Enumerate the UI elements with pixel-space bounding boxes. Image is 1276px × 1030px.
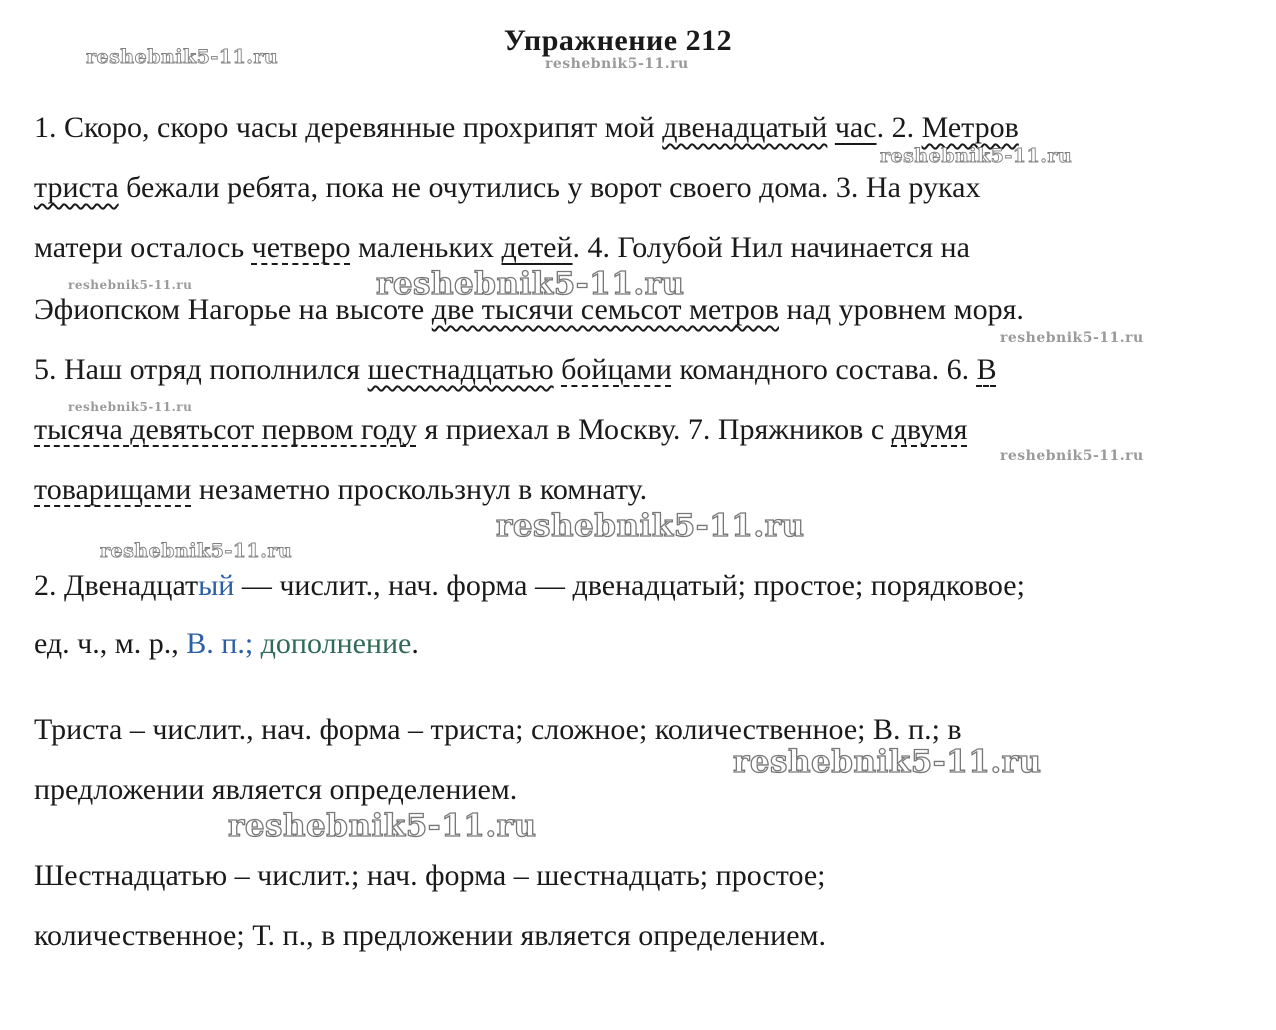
watermark: reshebnik5-11.ru xyxy=(68,278,193,292)
text-segment: ый xyxy=(198,569,235,602)
text-segment: командного состава. 6. xyxy=(671,353,977,386)
text-segment: я приехал в Москву. 7. Пряжников с xyxy=(416,413,892,446)
watermark: reshebnik5-11.ru xyxy=(68,400,193,414)
underlined-word: Метров xyxy=(921,111,1019,144)
text-segment: ед. ч., м. р., xyxy=(34,627,187,660)
underlined-word: тысяча девятьсот первом году xyxy=(34,413,417,446)
underlined-word: две тысячи семьсот метров xyxy=(431,293,779,326)
analysis-3-line-2: количественное; Т. п., в предложении является определением. xyxy=(34,919,826,952)
analysis-1-line-2 xyxy=(34,626,419,662)
text-segment: 5. Наш отряд пополнился xyxy=(34,353,368,386)
text-segment: . xyxy=(411,627,419,660)
watermark: reshebnik5-11.ru xyxy=(86,46,279,68)
text-segment: незаметно проскользнул в комнату. xyxy=(191,473,648,506)
exercise-title: Упражнение 212 xyxy=(503,24,733,57)
underlined-word: детей xyxy=(501,231,573,264)
sentence-line-5 xyxy=(34,352,997,388)
sentence-line-1 xyxy=(34,110,1019,146)
underlined-word: В xyxy=(976,353,997,386)
watermark: reshebnik5-11.ru xyxy=(100,540,293,562)
text-segment xyxy=(253,627,261,660)
watermark: reshebnik5-11.ru xyxy=(880,145,1073,167)
underlined-word: двенадцатый xyxy=(662,111,828,144)
watermark: reshebnik5-11.ru xyxy=(733,744,1042,780)
text-segment: . 4. Голубой Нил начинается на xyxy=(572,231,970,264)
text-segment: маленьких xyxy=(350,231,502,264)
text-segment: — числит., нач. форма — двенадцатый; простое; порядковое; xyxy=(234,569,1025,602)
analysis-3-line-1: Шестнадцатью – числит.; нач. форма – шестнадцать; простое; xyxy=(34,859,826,892)
watermark: reshebnik5-11.ru xyxy=(496,508,805,544)
analysis-1-line-1 xyxy=(34,568,1025,604)
text-segment xyxy=(827,111,835,144)
text-segment: бежали ребята, пока не очутились у ворот своего дома. 3. На руках xyxy=(118,171,981,204)
analysis-2-line-1: Триста – числит., нач. форма – триста; сложное; количественное; В. п.; в xyxy=(34,713,962,746)
underlined-word: товарищами xyxy=(34,473,192,506)
watermark: reshebnik5-11.ru xyxy=(376,266,685,302)
underlined-word: триста xyxy=(34,171,119,204)
text-segment: над уровнем моря. xyxy=(778,293,1024,326)
sentence-line-6 xyxy=(34,412,967,448)
text-segment: дополнение xyxy=(260,627,412,660)
text-segment: В. п.; xyxy=(186,627,254,660)
sentence-line-2 xyxy=(34,170,980,206)
sentence-line-3 xyxy=(34,230,970,266)
watermark: reshebnik5-11.ru xyxy=(545,56,689,72)
watermark: reshebnik5-11.ru xyxy=(1000,330,1144,346)
underlined-word: час xyxy=(834,111,877,144)
text-segment: Эфиопском Нагорье на высоте xyxy=(34,293,432,326)
underlined-word: четверо xyxy=(251,231,351,264)
watermark: reshebnik5-11.ru xyxy=(228,808,537,844)
text-segment: 1. Скоро, скоро часы деревянные прохрипят мой xyxy=(34,111,663,144)
underlined-word: бойцами xyxy=(561,353,672,386)
underlined-word: шестнадцатью xyxy=(367,353,554,386)
text-segment: . 2. xyxy=(876,111,922,144)
text-segment: 2. Двенадцат xyxy=(34,569,199,602)
analysis-2-line-2: предложении является определением. xyxy=(34,773,518,806)
text-segment: матери осталось xyxy=(34,231,252,264)
watermark: reshebnik5-11.ru xyxy=(1000,448,1144,464)
underlined-word: двумя xyxy=(891,413,968,446)
sentence-line-7 xyxy=(34,472,647,508)
